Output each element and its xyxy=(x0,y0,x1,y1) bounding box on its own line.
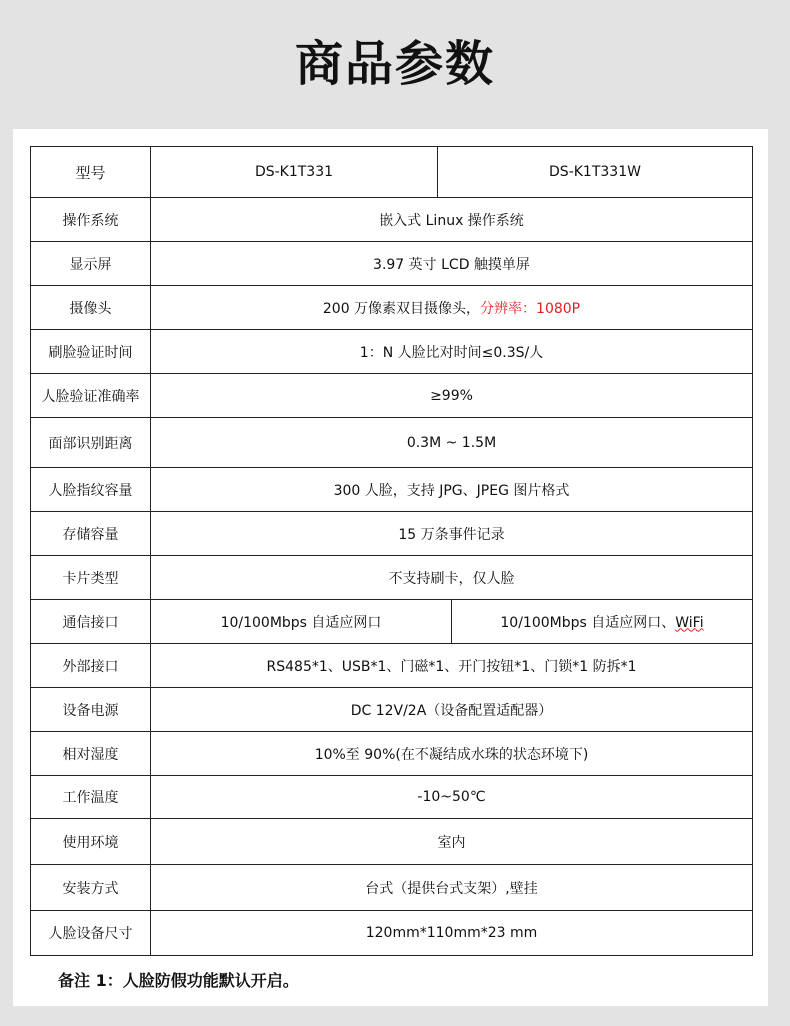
table-row xyxy=(31,732,753,776)
table-row xyxy=(31,776,753,819)
row-label: 操作系统 xyxy=(31,198,151,242)
row-value: 嵌入式 Linux 操作系统 xyxy=(151,198,753,242)
row-value xyxy=(151,286,753,330)
row-label: 使用环境 xyxy=(31,819,151,865)
row-label: 安装方式 xyxy=(31,865,151,911)
row-label: 存储容量 xyxy=(31,512,151,556)
row-label: 人脸验证准确率 xyxy=(31,374,151,418)
page-header xyxy=(0,0,790,118)
table-row xyxy=(31,911,753,956)
table-row xyxy=(31,418,753,468)
row-label: 刷脸验证时间 xyxy=(31,330,151,374)
table-row xyxy=(31,556,753,600)
table-row xyxy=(31,865,753,911)
wifi-text: WiFi xyxy=(675,614,704,631)
row-value: 10%至 90%(在不凝结成水珠的状态环境下) xyxy=(151,732,753,776)
row-label: 人脸设备尺寸 xyxy=(31,911,151,956)
table-row xyxy=(31,819,753,865)
page-title: 商品参数 xyxy=(294,35,495,92)
row-value: 0.3M ~ 1.5M xyxy=(151,418,753,468)
row-label: 工作温度 xyxy=(31,776,151,819)
row-label: 显示屏 xyxy=(31,242,151,286)
model-cell: DS-K1T331W xyxy=(438,147,753,198)
row-value: 台式（提供台式支架）,壁挂 xyxy=(151,865,753,911)
row-value: 10/100Mbps 自适应网口 xyxy=(151,600,452,644)
row-label: 卡片类型 xyxy=(31,556,151,600)
table-row xyxy=(31,688,753,732)
table-row xyxy=(31,286,753,330)
table-row xyxy=(31,374,753,418)
row-value: 300 人脸，支持 JPG、JPEG 图片格式 xyxy=(151,468,753,512)
row-value: DC 12V/2A（设备配置适配器） xyxy=(151,688,753,732)
row-label: 摄像头 xyxy=(31,286,151,330)
table-row xyxy=(31,644,753,688)
row-label: 人脸指纹容量 xyxy=(31,468,151,512)
model-cell: DS-K1T331 xyxy=(151,147,438,198)
row-value: 室内 xyxy=(151,819,753,865)
table-row xyxy=(31,330,753,374)
table-row xyxy=(31,147,753,198)
row-value xyxy=(452,600,753,644)
row-value: 15 万条事件记录 xyxy=(151,512,753,556)
row-label: 外部接口 xyxy=(31,644,151,688)
footnote: 备注 1：人脸防假功能默认开启。 xyxy=(58,971,299,990)
table-row xyxy=(31,512,753,556)
row-label: 通信接口 xyxy=(31,600,151,644)
row-value: -10~50℃ xyxy=(151,776,753,819)
row-value: RS485*1、USB*1、门磁*1、开门按钮*1、门锁*1 防拆*1 xyxy=(151,644,753,688)
table-row xyxy=(31,242,753,286)
row-value-text: 10/100Mbps 自适应网口、 xyxy=(500,614,676,631)
row-value: 不支持刷卡，仅人脸 xyxy=(151,556,753,600)
row-value: 120mm*110mm*23 mm xyxy=(151,911,753,956)
row-label: 设备电源 xyxy=(31,688,151,732)
table-row xyxy=(31,198,753,242)
row-label: 型号 xyxy=(31,147,151,198)
row-label: 相对湿度 xyxy=(31,732,151,776)
row-value: 3.97 英寸 LCD 触摸单屏 xyxy=(151,242,753,286)
highlight-text: 分辨率：1080P xyxy=(480,300,581,317)
spec-table xyxy=(30,146,753,956)
table-row xyxy=(31,468,753,512)
table-row xyxy=(31,600,753,644)
row-value: ≥99% xyxy=(151,374,753,418)
row-value: 1：N 人脸比对时间≤0.3S/人 xyxy=(151,330,753,374)
row-label: 面部识别距离 xyxy=(31,418,151,468)
row-value-text: 200 万像素双目摄像头， xyxy=(322,300,481,317)
